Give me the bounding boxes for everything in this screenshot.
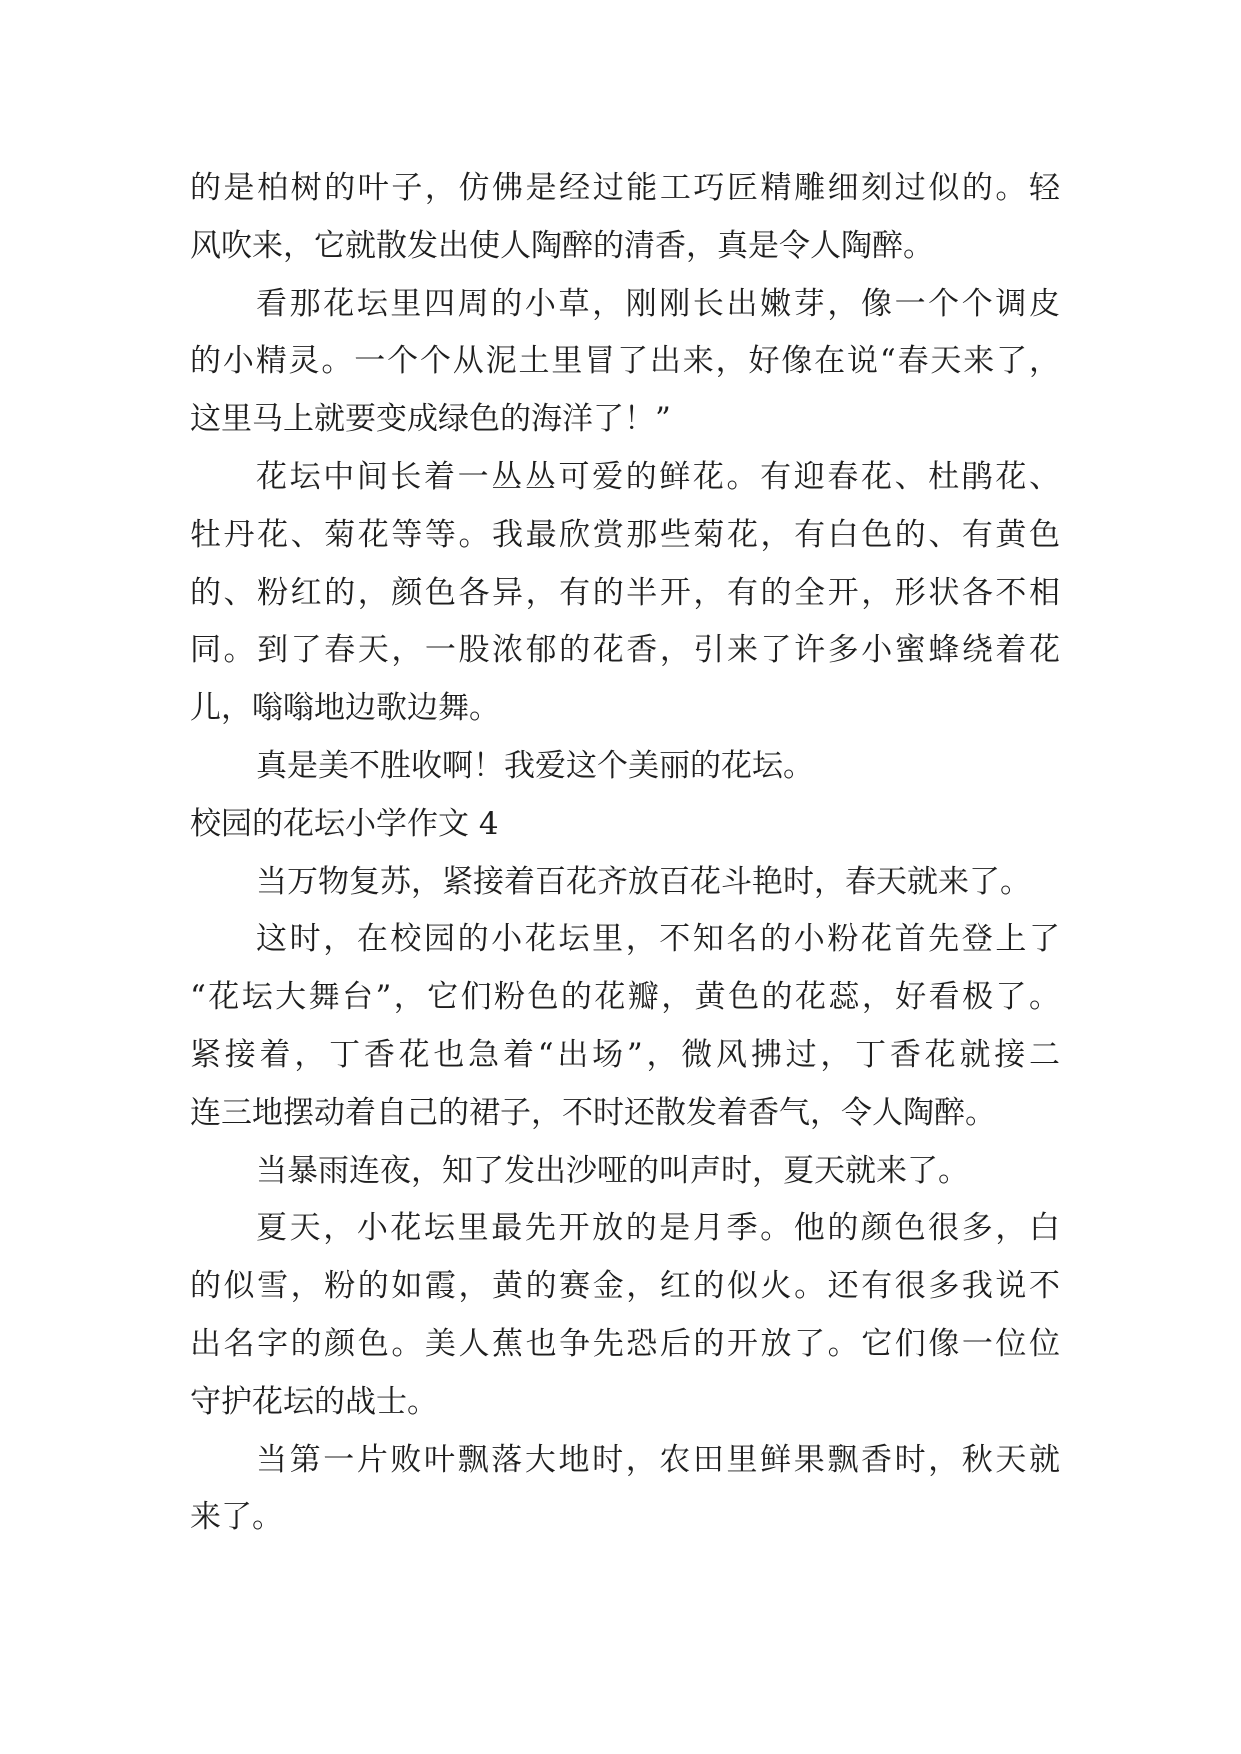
paragraph-first-line: 当万物复苏，紧接着百花齐放百花斗艳时，春天就来了。: [256, 863, 1031, 900]
text-line: 儿，嗡嗡地边歌边舞。: [190, 690, 500, 727]
text-line: 连三地摆动着自己的裙子，不时还散发着香气，令人陶醉。: [190, 1094, 996, 1131]
paragraph-first-line: 当第一片败叶飘落大地时，农田里鲜果飘香时，秋天就: [256, 1441, 1060, 1478]
text-line: 的、粉红的，颜色各异，有的半开，有的全开，形状各不相: [190, 574, 1060, 611]
text-line: 出名字的颜色。美人蕉也争先恐后的开放了。它们像一位位: [190, 1325, 1060, 1362]
essay-body: [190, 160, 1060, 1547]
paragraph-first-line: 夏天，小花坛里最先开放的是月季。他的颜色很多，白: [256, 1210, 1060, 1247]
paragraph-first-line: 这时，在校园的小花坛里，不知名的小粉花首先登上了: [256, 921, 1060, 958]
text-line: “花坛大舞台”，它们粉色的花瓣，黄色的花蕊，好看极了。: [190, 979, 1060, 1016]
text-line: 风吹来，它就散发出使人陶醉的清香，真是令人陶醉。: [190, 227, 934, 264]
paragraph-first-line: 当暴雨连夜，知了发出沙哑的叫声时，夏天就来了。: [256, 1152, 969, 1189]
section-heading: 校园的花坛小学作文 4: [190, 805, 499, 842]
text-line: 的似雪，粉的如霞，黄的赛金，红的似火。还有很多我说不: [190, 1268, 1060, 1305]
text-line: 的小精灵。一个个从泥土里冒了出来，好像在说“春天来了，: [190, 343, 1060, 380]
text-line: 守护花坛的战士。: [190, 1383, 438, 1420]
paragraph-first-line: 看那花坛里四周的小草，刚刚长出嫩芽，像一个个调皮: [256, 285, 1060, 322]
text-line: 同。到了春天，一股浓郁的花香，引来了许多小蜜蜂绕着花: [190, 632, 1060, 669]
text-line: 牡丹花、菊花等等。我最欣赏那些菊花，有白色的、有黄色: [190, 516, 1060, 553]
text-line: 这里马上就要变成绿色的海洋了！”: [190, 401, 671, 438]
text-line: 来了。: [190, 1499, 283, 1536]
text-line: 的是柏树的叶子，仿佛是经过能工巧匠精雕细刻过似的。轻: [190, 170, 1060, 206]
text-line: 紧接着，丁香花也急着“出场”，微风拂过，丁香花就接二: [190, 1036, 1060, 1073]
paragraph-first-line: 花坛中间长着一丛丛可爱的鲜花。有迎春花、杜鹃花、: [256, 458, 1060, 495]
paragraph-first-line: 真是美不胜收啊！我爱这个美丽的花坛。: [256, 747, 814, 784]
